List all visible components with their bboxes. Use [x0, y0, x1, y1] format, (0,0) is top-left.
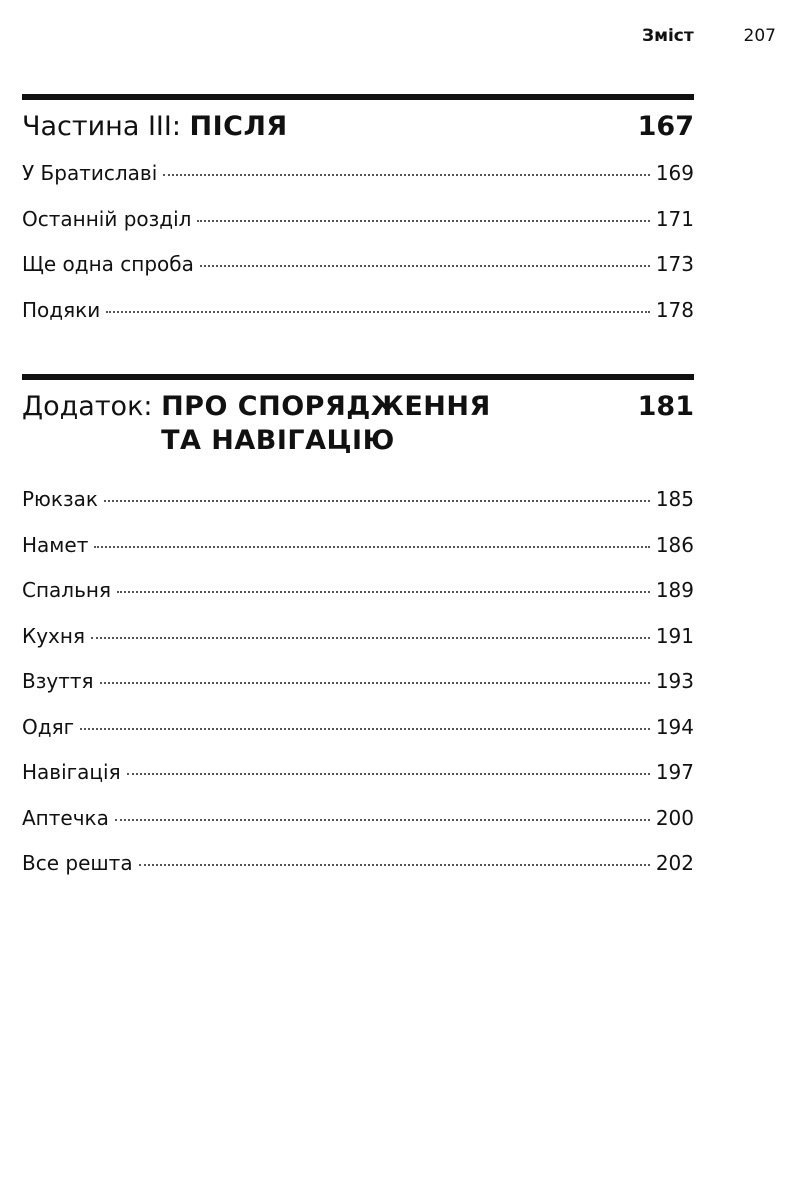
toc-entry[interactable] [22, 623, 694, 669]
toc-entry[interactable] [22, 297, 694, 343]
dot-leader [197, 220, 649, 222]
toc-entry[interactable] [22, 805, 694, 851]
toc-section-part-3 [22, 94, 694, 342]
running-head [600, 24, 776, 48]
section-rule [22, 374, 694, 380]
toc-entry[interactable] [22, 668, 694, 714]
toc-entry-title: Взуття [22, 669, 94, 693]
toc-entry[interactable] [22, 206, 694, 252]
toc-entry-page: 189 [655, 578, 694, 602]
toc-entry-page: 178 [655, 297, 694, 322]
toc-entry-title: Кухня [22, 623, 85, 648]
toc-entry-title: Ще одна спроба [22, 252, 194, 276]
dot-leader [115, 819, 650, 821]
toc-entry-page: 191 [655, 623, 694, 648]
toc-entry-title: Спальня [22, 578, 111, 602]
toc-entry-page: 197 [655, 760, 694, 784]
section-heading-title: ПІСЛЯ [189, 111, 288, 142]
toc-entry-page: 185 [655, 487, 694, 511]
section-rule [22, 94, 694, 100]
dot-leader [100, 682, 650, 684]
toc-entry[interactable] [22, 714, 694, 760]
toc-entry-page: 186 [655, 532, 694, 557]
toc-entry-list [22, 486, 694, 896]
toc-entry-title: Все решта [22, 851, 133, 875]
toc-entry[interactable] [22, 850, 694, 896]
toc-entry-list [22, 160, 694, 342]
toc-entry-page: 169 [655, 161, 694, 185]
section-heading-title-line-1: ПРО СПОРЯДЖЕННЯ [161, 391, 491, 422]
dot-leader [200, 265, 650, 267]
dot-leader [139, 864, 650, 866]
section-heading-prefix: Частина III: [22, 111, 190, 142]
toc-entry-page: 193 [655, 669, 694, 693]
toc-entry-page: 202 [655, 851, 694, 875]
dot-leader [91, 637, 650, 639]
dot-leader [106, 311, 650, 313]
toc-section-appendix [22, 374, 694, 896]
dot-leader [117, 591, 650, 593]
toc-entry[interactable] [22, 160, 694, 206]
section-heading-title [161, 390, 491, 458]
toc-entry-title: Намет [22, 532, 89, 557]
toc-entry-title: Одяг [22, 714, 75, 739]
dot-leader [163, 174, 650, 176]
dot-leader [104, 500, 650, 502]
section-heading [22, 390, 694, 458]
running-head-title: Зміст [642, 26, 694, 46]
section-heading-prefix: Додаток: [22, 391, 162, 422]
dot-leader [127, 773, 650, 775]
toc-entry[interactable] [22, 577, 694, 623]
toc-entry-title: Останній розділ [22, 206, 192, 231]
toc-entry-title: Рюкзак [22, 487, 98, 511]
toc-entry-title: Аптечка [22, 805, 109, 830]
toc-entry-title: Подяки [22, 297, 101, 322]
toc-entry-title: Навігація [22, 760, 121, 784]
toc-entry-page: 200 [655, 805, 694, 830]
section-heading-page: 167 [637, 111, 694, 142]
toc-entry-page: 171 [655, 206, 694, 231]
page-number: 207 [743, 26, 776, 46]
toc-entry[interactable] [22, 486, 694, 532]
toc-entry-page: 173 [655, 252, 694, 276]
toc-entry-title: У Братиславі [22, 161, 158, 185]
dot-leader [80, 728, 650, 730]
section-heading-title-line-2: ТА НАВІГАЦІЮ [161, 425, 395, 456]
dot-leader [94, 546, 649, 548]
toc-entry[interactable] [22, 251, 694, 297]
toc-entry[interactable] [22, 532, 694, 578]
toc-entry-page: 194 [655, 714, 694, 739]
section-heading [22, 110, 694, 144]
section-heading-page: 181 [637, 391, 694, 422]
toc-entry[interactable] [22, 759, 694, 805]
